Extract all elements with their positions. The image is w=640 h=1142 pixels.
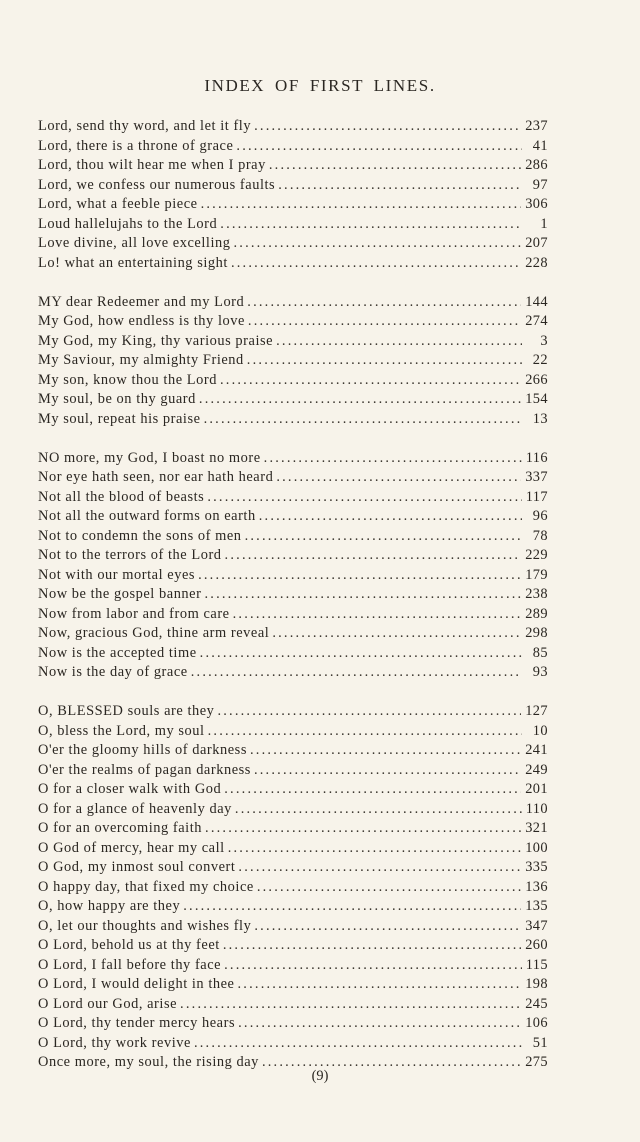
first-line-text: O Lord, thy tender mercy hears: [38, 1015, 236, 1031]
dot-leader: [250, 741, 521, 761]
index-entry: [38, 975, 548, 995]
first-line-text: Once more, my soul, the rising day: [38, 1054, 259, 1070]
dot-leader: [200, 644, 522, 664]
index-group: [38, 449, 548, 683]
hymn-number: 136: [525, 878, 548, 895]
index-entry: [38, 488, 548, 508]
dot-leader: [247, 293, 521, 313]
page-title: INDEX OF FIRST LINES.: [204, 76, 436, 95]
dot-leader: [245, 527, 522, 547]
first-line-text: NO more, my God, I boast no more: [38, 449, 261, 466]
first-line-text: Loud hallelujahs to the Lord: [38, 215, 218, 232]
index-entry: [38, 293, 548, 313]
index-entry: [38, 390, 548, 410]
first-line-text: My soul, repeat his praise: [38, 410, 201, 427]
index-entry: [38, 449, 548, 469]
index-entry: [38, 195, 548, 215]
hymn-number: 289: [525, 605, 548, 622]
hymn-number: 135: [525, 898, 548, 914]
hymn-number: 347: [525, 917, 548, 934]
first-line-text: Lord, send thy word, and let it fly: [38, 118, 252, 134]
hymn-number: 115: [525, 956, 548, 973]
dot-leader: [204, 585, 521, 605]
index-entry: [38, 1014, 548, 1034]
first-line-text: Not to condemn the sons of men: [38, 527, 242, 544]
dot-leader: [269, 156, 521, 176]
first-line-text: My son, know thou the Lord: [38, 371, 217, 388]
first-line-text: My God, my King, thy various praise: [38, 332, 274, 349]
hymn-number: 97: [532, 176, 548, 193]
index-entry: [38, 605, 548, 625]
index-entry: [38, 507, 548, 527]
first-line-text: O Lord our God, arise: [38, 995, 178, 1012]
first-line-text: My God, how endless is thy love: [38, 313, 245, 329]
hymn-number: 245: [525, 995, 548, 1012]
index-entry: [38, 312, 548, 332]
dot-leader: [198, 566, 521, 586]
first-line-text: O happy day, that fixed my choice: [38, 878, 254, 895]
page-folio: (9): [311, 1068, 329, 1084]
first-line-text: Love divine, all love excelling: [38, 235, 231, 251]
index-entry: [38, 702, 548, 722]
index-entry: [38, 156, 548, 176]
dot-leader: [208, 722, 522, 742]
first-line-text: Lord, there is a throne of grace: [38, 137, 234, 154]
dot-leader: [183, 897, 521, 917]
first-line-text: Now from labor and from care: [38, 605, 230, 622]
hymn-number: 249: [525, 761, 548, 778]
hymn-number: 96: [532, 508, 548, 524]
hymn-number: 237: [525, 118, 548, 134]
first-line-text: Lord, thou wilt hear me when I pray: [38, 157, 266, 173]
first-line-text: Not to the terrors of the Lord: [38, 547, 222, 563]
first-line-text: O for an overcoming faith: [38, 820, 203, 836]
index-entry: [38, 527, 548, 547]
dot-leader: [207, 488, 521, 508]
index-entry: [38, 839, 548, 859]
dot-leader: [201, 195, 522, 215]
index-entry: [38, 936, 548, 956]
dot-leader: [264, 449, 522, 469]
dot-leader: [278, 176, 522, 196]
dot-leader: [217, 702, 521, 722]
hymn-number: 274: [525, 313, 548, 329]
hymn-number: 78: [532, 527, 548, 544]
hymn-number: 51: [532, 1034, 548, 1051]
dot-leader: [257, 878, 521, 898]
index-entry: [38, 566, 548, 586]
hymn-number: 110: [525, 800, 548, 817]
index-entry: [38, 1034, 548, 1054]
index-entry: [38, 741, 548, 761]
hymn-number: 13: [532, 410, 548, 427]
dot-leader: [205, 819, 521, 839]
index-entry: [38, 663, 548, 683]
index-group: [38, 293, 548, 430]
first-line-text: Lord, we confess our numerous faults: [38, 176, 276, 193]
dot-leader: [233, 234, 521, 254]
hymn-number: 335: [525, 859, 548, 875]
hymn-number: 275: [525, 1054, 548, 1070]
dot-leader: [231, 254, 521, 274]
index-group: [38, 117, 548, 273]
index-entry: [38, 117, 548, 137]
index-entry: [38, 819, 548, 839]
dot-leader: [259, 507, 522, 527]
first-line-text: Now is the accepted time: [38, 644, 197, 661]
index-entry: [38, 722, 548, 742]
dot-leader: [236, 137, 522, 157]
index-entry: [38, 371, 548, 391]
hymn-number: 3: [540, 332, 548, 349]
first-line-text: O Lord, thy work revive: [38, 1034, 191, 1051]
first-line-text: O, let our thoughts and wishes fly: [38, 917, 252, 934]
first-line-text: O for a closer walk with God: [38, 781, 222, 797]
hymn-number: 238: [525, 586, 548, 602]
first-line-text: O, bless the Lord, my soul: [38, 722, 205, 739]
hymn-number: 201: [525, 781, 548, 797]
hymn-number: 106: [525, 1015, 548, 1031]
hymn-number: 1: [540, 215, 548, 232]
hymn-number: 22: [532, 352, 548, 368]
dot-leader: [220, 371, 521, 391]
index-entry: [38, 410, 548, 430]
index-entry: [38, 585, 548, 605]
first-line-text: O'er the gloomy hills of darkness: [38, 742, 247, 758]
dot-leader: [233, 605, 522, 625]
hymn-number: 260: [525, 937, 548, 953]
hymn-number: 116: [525, 449, 548, 466]
dot-leader: [204, 410, 522, 430]
dot-leader: [220, 215, 522, 235]
first-line-text: Not with our mortal eyes: [38, 566, 196, 583]
hymn-number: 228: [525, 254, 548, 271]
index-entry: [38, 956, 548, 976]
index-entry: [38, 917, 548, 937]
first-line-text: Now is the day of grace: [38, 664, 188, 680]
first-line-text: O Lord, I would delight in thee: [38, 976, 235, 992]
hymn-number: 229: [525, 547, 548, 563]
hymn-number: 266: [525, 371, 548, 388]
index-entry: [38, 780, 548, 800]
dot-leader: [247, 351, 522, 371]
first-line-text: Nor eye hath seen, nor ear hath heard: [38, 469, 274, 485]
index-group: [38, 702, 548, 1073]
hymn-number: 41: [532, 137, 548, 154]
first-line-text: Now, gracious God, thine arm reveal: [38, 625, 270, 641]
index-entry: [38, 995, 548, 1015]
index-entry: [38, 761, 548, 781]
dot-leader: [276, 468, 521, 488]
hymn-number: 127: [525, 703, 548, 719]
hymn-number: 241: [525, 742, 548, 758]
first-line-text: MY dear Redeemer and my Lord: [38, 293, 245, 310]
hymn-number: 93: [532, 664, 548, 680]
index-entry: [38, 234, 548, 254]
hymn-number: 207: [525, 235, 548, 251]
index-entry: [38, 351, 548, 371]
first-line-text: Lord, what a feeble piece: [38, 196, 198, 212]
first-line-text: Lo! what an entertaining sight: [38, 254, 228, 271]
hymn-number: 100: [525, 839, 548, 856]
dot-leader: [199, 390, 521, 410]
dot-leader: [248, 312, 521, 332]
hymn-number: 117: [525, 488, 548, 505]
index-entry: [38, 800, 548, 820]
index-entry: [38, 546, 548, 566]
hymn-number: 286: [525, 157, 548, 173]
dot-leader: [228, 839, 522, 859]
first-line-text: O Lord, behold us at thy feet: [38, 937, 220, 953]
index-entry: [38, 858, 548, 878]
hymn-number: 179: [525, 566, 548, 583]
index-entry: [38, 644, 548, 664]
index-entry: [38, 215, 548, 235]
dot-leader: [254, 917, 521, 937]
index-entry: [38, 254, 548, 274]
first-line-text: O, how happy are they: [38, 898, 181, 914]
dot-leader: [235, 800, 522, 820]
dot-leader: [238, 858, 521, 878]
dot-leader: [223, 936, 521, 956]
dot-leader: [238, 1014, 521, 1034]
dot-leader: [180, 995, 521, 1015]
hymn-number: 298: [525, 625, 548, 641]
first-line-text: O God, my inmost soul convert: [38, 859, 236, 875]
hymn-number: 85: [532, 644, 548, 661]
first-line-text: My soul, be on thy guard: [38, 391, 196, 407]
index-entry: [38, 137, 548, 157]
first-line-text: O'er the realms of pagan darkness: [38, 761, 251, 778]
hymn-number: 154: [525, 391, 548, 407]
first-line-text: Not all the blood of beasts: [38, 488, 205, 505]
dot-leader: [191, 663, 522, 683]
hymn-number: 10: [532, 722, 548, 739]
index-entry: [38, 878, 548, 898]
first-line-text: O for a glance of heavenly day: [38, 800, 232, 817]
hymn-number: 337: [525, 469, 548, 485]
first-line-text: O Lord, I fall before thy face: [38, 956, 222, 973]
index-entry: [38, 468, 548, 488]
index-entry: [38, 176, 548, 196]
first-line-text: My Saviour, my almighty Friend: [38, 352, 244, 368]
dot-leader: [238, 975, 522, 995]
dot-leader: [224, 780, 521, 800]
dot-leader: [225, 546, 522, 566]
first-line-text: Now be the gospel banner: [38, 586, 202, 602]
dot-leader: [224, 956, 522, 976]
dot-leader: [194, 1034, 522, 1054]
index-entry: [38, 897, 548, 917]
dot-leader: [272, 624, 521, 644]
dot-leader: [254, 117, 521, 137]
first-lines-index: [38, 117, 548, 1092]
dot-leader: [276, 332, 522, 352]
hymn-number: 321: [525, 820, 548, 836]
first-line-text: O, BLESSED souls are they: [38, 703, 215, 719]
index-entry: [38, 332, 548, 352]
dot-leader: [254, 761, 521, 781]
hymn-number: 198: [525, 976, 548, 992]
hymn-number: 144: [525, 293, 548, 310]
index-entry: [38, 624, 548, 644]
first-line-text: Not all the outward forms on earth: [38, 508, 256, 524]
first-line-text: O God of mercy, hear my call: [38, 839, 225, 856]
hymn-number: 306: [525, 196, 548, 212]
